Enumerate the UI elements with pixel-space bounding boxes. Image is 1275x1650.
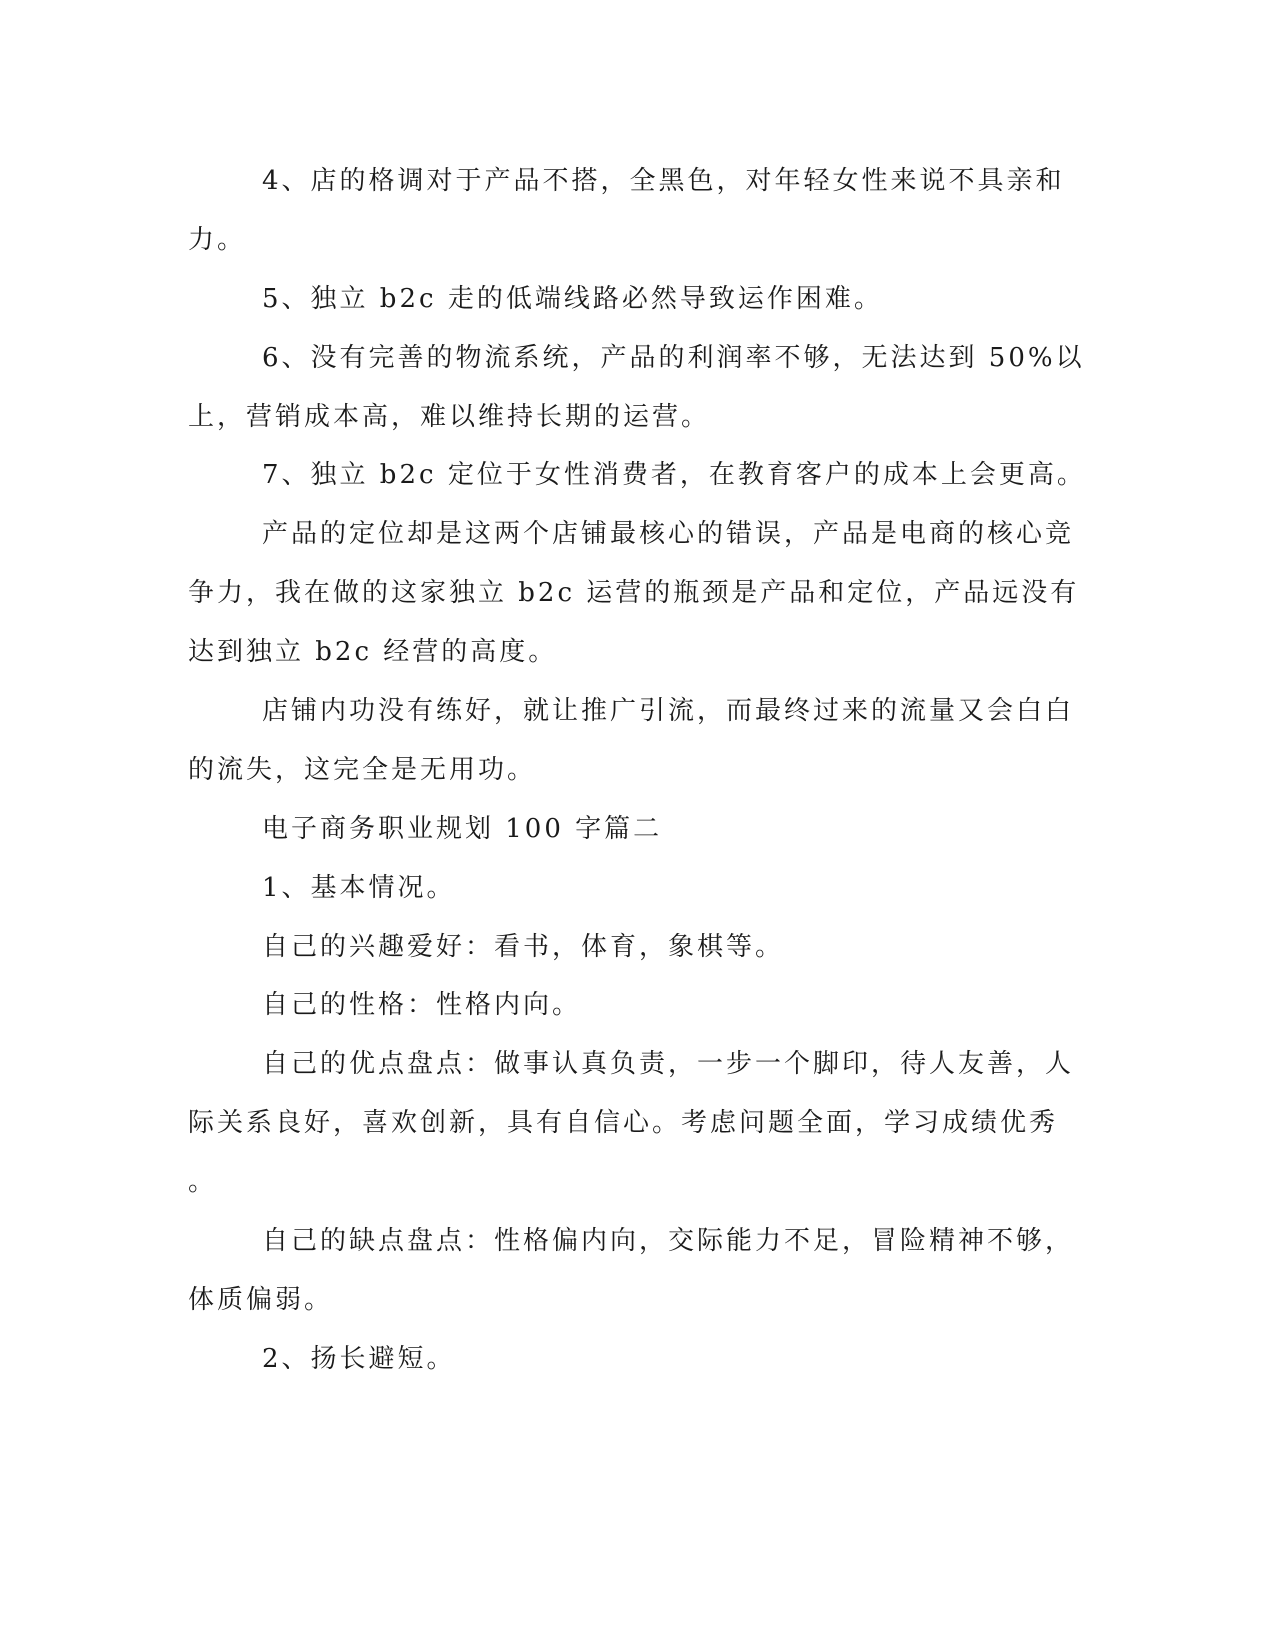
text-line: 自己的性格：性格内向。 — [262, 990, 582, 1020]
text-line: 自己的优点盘点：做事认真负责，一步一个脚印，待人友善，人 — [262, 1049, 1075, 1079]
text-line: 2、扬长避短。 — [262, 1344, 456, 1374]
text-line: 体质偏弱。 — [188, 1285, 334, 1315]
text-line: 的流失，这完全是无用功。 — [188, 755, 537, 785]
text-line: 际关系良好，喜欢创新，具有自信心。考虑问题全面，学习成绩优秀 — [188, 1108, 1059, 1138]
text-line: 上，营销成本高，难以维持长期的运营。 — [188, 402, 711, 432]
text-line: 4、店的格调对于产品不搭，全黑色，对年轻女性来说不具亲和 — [262, 166, 1065, 196]
section-heading: 电子商务职业规划 100 字篇二 — [262, 814, 663, 844]
text-line: 店铺内功没有练好，就让推广引流，而最终过来的流量又会白白 — [262, 696, 1075, 726]
text-line: 争力，我在做的这家独立 b2c 运营的瓶颈是产品和定位，产品远没有 — [188, 578, 1080, 608]
text-line: 产品的定位却是这两个店铺最核心的错误，产品是电商的核心竞 — [262, 519, 1075, 549]
text-line: 自己的兴趣爱好：看书，体育，象棋等。 — [262, 932, 785, 962]
text-line: 5、独立 b2c 走的低端线路必然导致运作困难。 — [262, 284, 883, 314]
text-line: 自己的缺点盘点：性格偏内向，交际能力不足，冒险精神不够， — [262, 1226, 1075, 1256]
text-line: 力。 — [188, 225, 247, 255]
text-line: 达到独立 b2c 经营的高度。 — [188, 637, 558, 667]
text-line: 1、基本情况。 — [262, 873, 456, 903]
text-line: 。 — [188, 1167, 218, 1197]
text-line: 7、独立 b2c 定位于女性消费者，在教育客户的成本上会更高。 — [262, 460, 1086, 490]
text-line: 6、没有完善的物流系统，产品的利润率不够，无法达到 50%以 — [262, 343, 1085, 373]
